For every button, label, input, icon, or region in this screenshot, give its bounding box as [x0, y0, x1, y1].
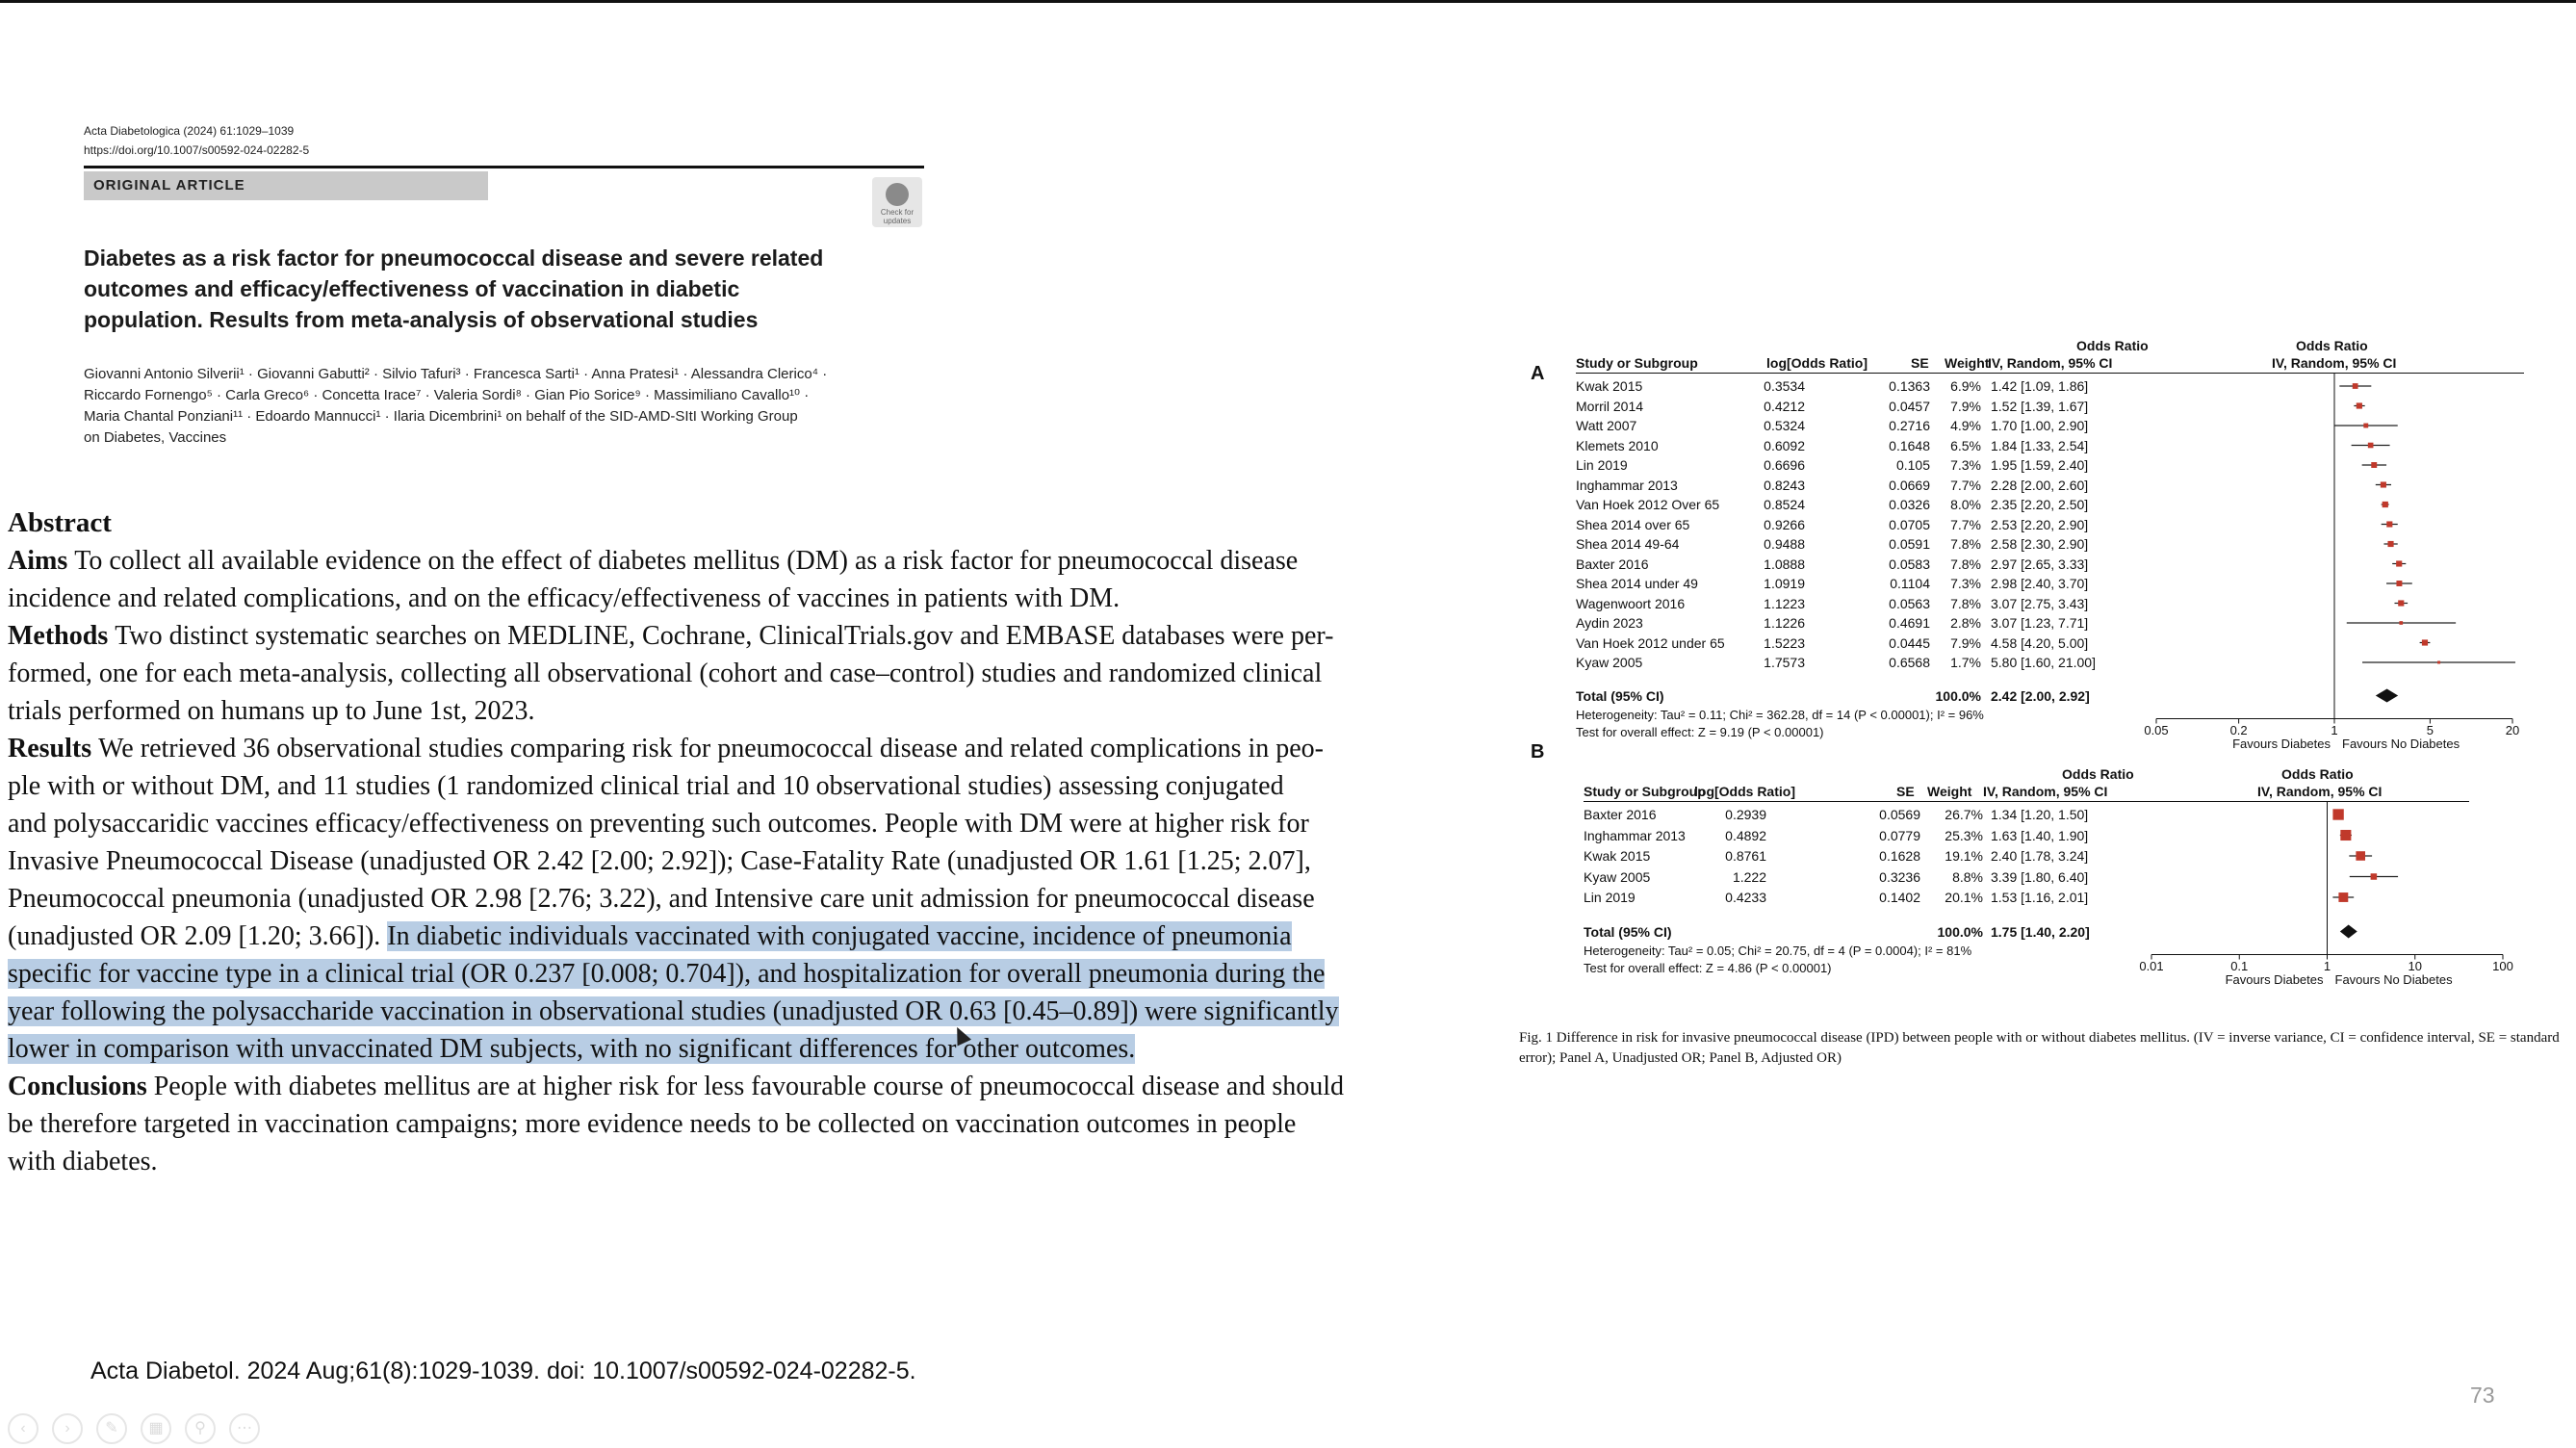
odds-ratio-ci: 1.42 [1.09, 1.86] [1991, 378, 2089, 394]
log-odds-ratio: 1.7573 [1764, 655, 1805, 670]
standard-error: 0.105 [1895, 457, 1930, 473]
log-odds-ratio: 1.222 [1732, 868, 1766, 885]
check-updates-icon [886, 183, 909, 206]
weight-value: 20.1% [1945, 890, 1983, 905]
more-icon[interactable]: ⋯ [229, 1413, 260, 1444]
odds-ratio-ci: 3.07 [2.75, 3.43] [1991, 595, 2089, 611]
pooled-diamond [2340, 925, 2357, 939]
abstract-line: ple with or without DM, and 11 studies (1 randomized clinical trial and 10 observational studies) assessing conjugated [8, 771, 1284, 801]
header-or-top: Odds Ratio [2076, 338, 2149, 353]
point-estimate [2437, 661, 2440, 664]
study-name: Kyaw 2005 [1584, 868, 1651, 885]
odds-ratio-ci: 4.58 [4.20, 5.00] [1991, 634, 2089, 651]
header-study: Study or Subgroup [1576, 355, 1698, 371]
abstract-line: Pneumococcal pneumonia (unadjusted OR 2.98 [2.76; 3.22), and Intensive care unit admission for pneumococcal disease [8, 884, 1315, 914]
study-name: Morril 2014 [1576, 398, 1644, 414]
journal-info [84, 121, 309, 160]
standard-error: 0.0569 [1879, 807, 1920, 822]
log-odds-ratio: 1.5223 [1764, 634, 1805, 651]
study-name: Kwak 2015 [1576, 378, 1643, 394]
selected-text[interactable]: In diabetic individuals vaccinated with conjugated vaccine, incidence of pneumonia [387, 921, 1292, 951]
log-odds-ratio: 0.8761 [1725, 848, 1766, 864]
point-estimate [2398, 600, 2404, 606]
point-estimate [2338, 892, 2348, 902]
panel-label: A [1531, 363, 1545, 384]
standard-error: 0.1402 [1879, 890, 1920, 905]
title-line: population. Results from meta-analysis of observational studies [84, 307, 759, 332]
forest-plot-panel-a [1531, 332, 2537, 756]
study-name: Inghammar 2013 [1584, 827, 1686, 843]
conclusions-label: Conclusions [8, 1072, 147, 1101]
abstract-line: Invasive Pneumococcal Disease (unadjusted OR 2.42 [2.00; 2.92]); Case-Fatality Rate (unadjusted OR 1.61 [1.25; 2.07], [8, 846, 1311, 876]
log-odds-ratio: 0.4892 [1725, 827, 1766, 843]
header-weight: Weight [1927, 784, 1972, 799]
header-rule [84, 166, 924, 168]
weight-value: 19.1% [1945, 848, 1983, 864]
abstract-line [8, 730, 1490, 767]
standard-error: 0.0583 [1889, 556, 1930, 572]
log-odds-ratio: 0.6092 [1764, 437, 1805, 453]
title-line: Diabetes as a risk factor for pneumococcal disease and severe related [84, 246, 824, 271]
author-line: Maria Chantal Ponziani¹¹ · Edoardo Mannucci¹ · Ilaria Dicembrini¹ on behalf of the SID-AMD-SItI Working Group [84, 408, 798, 425]
study-name: Shea 2014 over 65 [1576, 516, 1690, 532]
total-ci: 1.75 [1.40, 2.20] [1991, 923, 2090, 940]
conclusions-text: People with diabetes mellitus are at higher risk for less favourable course of pneumococcal disease and should [153, 1072, 1344, 1101]
log-odds-ratio: 0.8524 [1764, 497, 1805, 512]
article-title [84, 243, 912, 335]
study-name: Kwak 2015 [1584, 848, 1651, 864]
favours-right-label: Favours No Diabetes [2334, 971, 2453, 987]
slide-number: 73 [2470, 1383, 2495, 1408]
point-estimate [2363, 424, 2368, 428]
study-name: Klemets 2010 [1576, 437, 1659, 453]
abstract-heading: Abstract [8, 507, 112, 538]
standard-error: 0.4691 [1889, 615, 1930, 631]
abstract [8, 504, 1490, 1180]
log-odds-ratio: 1.0919 [1764, 576, 1805, 591]
study-name: Shea 2014 under 49 [1576, 576, 1698, 591]
log-odds-ratio: 0.4233 [1725, 890, 1766, 905]
weight-value: 26.7% [1945, 807, 1983, 822]
study-name: Lin 2019 [1576, 457, 1628, 473]
next-icon[interactable]: › [52, 1413, 83, 1444]
forest-plot-panel-b [1531, 741, 2537, 1001]
x-tick-label: 10 [2408, 958, 2422, 973]
total-ci: 2.42 [2.00, 2.92] [1991, 687, 2090, 704]
x-tick-label: 0.1 [2230, 958, 2249, 973]
study-name: Van Hoek 2012 under 65 [1576, 634, 1725, 651]
point-estimate [2396, 581, 2402, 586]
weight-value: 1.7% [1950, 655, 1981, 670]
point-estimate [2368, 443, 2374, 449]
aims-text: To collect all available evidence on the effect of diabetes mellitus (DM) as a risk factor for pneumococcal disease [74, 546, 1299, 576]
point-estimate [2396, 560, 2402, 566]
standard-error: 0.0563 [1889, 595, 1930, 611]
odds-ratio-ci: 2.97 [2.65, 3.33] [1991, 556, 2089, 572]
header-se: SE [1911, 355, 1929, 371]
x-tick-label: 0.2 [2229, 722, 2248, 737]
point-estimate [2332, 809, 2343, 819]
point-estimate [2340, 830, 2351, 840]
weight-value: 6.5% [1950, 437, 1981, 453]
standard-error: 0.0705 [1889, 516, 1930, 532]
log-odds-ratio: 0.4212 [1764, 398, 1805, 414]
standard-error: 0.6568 [1889, 655, 1930, 670]
abstract-line: be therefore targeted in vaccination campaigns; more evidence needs to be collected on vaccination outcomes in people [8, 1109, 1297, 1139]
header-or-top: Odds Ratio [2062, 766, 2134, 782]
log-odds-ratio: 1.1223 [1764, 595, 1805, 611]
check-updates-label: Check for updates [880, 208, 914, 225]
x-tick-label: 5 [2426, 722, 2434, 737]
favours-left-label: Favours Diabetes [2225, 971, 2324, 987]
figure-caption: Fig. 1 Difference in risk for invasive pneumococcal disease (IPD) between people with or without diabetes mellitus. (IV = inverse variance, CI = confidence interval, SE = standard error); Panel A, Unadjusted OR; Panel B, Adjusted OR) [1519, 1030, 2560, 1066]
header-or-ci: IV, Random, 95% CI [1988, 355, 2113, 371]
abstract-line [8, 542, 1490, 580]
odds-ratio-ci: 1.53 [1.16, 2.01] [1991, 890, 2089, 905]
selected-text[interactable]: lower in comparison with unvaccinated DM subjects, with no significant differences for other outcomes. [8, 1034, 1136, 1064]
header-plot-top: Odds Ratio [2296, 338, 2368, 353]
x-tick-label: 0.01 [2139, 958, 2164, 973]
standard-error: 0.0445 [1889, 634, 1930, 651]
log-odds-ratio: 0.3534 [1764, 378, 1805, 394]
author-list [84, 364, 931, 449]
weight-value: 6.9% [1950, 378, 1981, 394]
aims-label: Aims [8, 546, 68, 576]
standard-error: 0.0591 [1889, 536, 1930, 552]
author-line: Giovanni Antonio Silverii¹ · Giovanni Gabutti² · Silvio Tafuri³ · Francesca Sarti¹ · Anna Pratesi¹ · Alessandra Clerico⁴ · [84, 366, 828, 382]
author-line: Riccardo Fornengo⁵ · Carla Greco⁶ · Concetta Irace⁷ · Valeria Sordi⁸ · Gian Pio Sorice⁹ · Massimiliano Cavallo¹⁰ · [84, 387, 810, 403]
standard-error: 0.1628 [1879, 848, 1920, 864]
standard-error: 0.0457 [1889, 398, 1930, 414]
point-estimate [2357, 402, 2362, 408]
odds-ratio-ci: 1.34 [1.20, 1.50] [1991, 807, 2089, 822]
article-type-tag: ORIGINAL ARTICLE [84, 171, 488, 200]
odds-ratio-ci: 3.39 [1.80, 6.40] [1991, 868, 2089, 885]
weight-value: 7.9% [1950, 398, 1981, 414]
study-name: Shea 2014 49-64 [1576, 536, 1680, 552]
point-estimate [2371, 462, 2377, 468]
standard-error: 0.1648 [1889, 437, 1930, 453]
pooled-diamond [2376, 689, 2398, 703]
total-weight: 100.0% [1935, 687, 1981, 704]
header-se: SE [1896, 784, 1915, 799]
selected-text[interactable]: year following the polysaccharide vaccination in observational studies (unadjusted OR 0.63 [0.45–0.89]) were significantly [8, 996, 1339, 1026]
log-odds-ratio: 0.6696 [1764, 457, 1805, 473]
weight-value: 8.8% [1952, 868, 1983, 885]
abstract-line [8, 993, 1490, 1030]
pen-icon[interactable]: ✎ [96, 1413, 127, 1444]
methods-label: Methods [8, 621, 109, 651]
odds-ratio-ci: 2.58 [2.30, 2.90] [1991, 536, 2089, 552]
panel-label: B [1531, 741, 1545, 763]
weight-value: 7.7% [1950, 516, 1981, 532]
total-weight: 100.0% [1937, 923, 1983, 940]
point-estimate [2371, 873, 2378, 880]
study-name: Baxter 2016 [1576, 556, 1649, 572]
abstract-line [8, 955, 1490, 993]
forest-plot-svg [1531, 741, 2537, 1014]
weight-value: 25.3% [1945, 827, 1983, 843]
abstract-line: with diabetes. [8, 1147, 158, 1176]
header-weight: Weight [1945, 355, 1990, 371]
overall-effect-test: Test for overall effect: Z = 9.19 (P < 0.00001) [1576, 724, 1824, 739]
standard-error: 0.3236 [1879, 868, 1920, 885]
journal-citation: Acta Diabetologica (2024) 61:1029–1039 [84, 124, 295, 138]
point-estimate [2386, 521, 2392, 527]
point-estimate [2399, 621, 2403, 625]
header-plot-top: Odds Ratio [2281, 766, 2354, 782]
check-for-updates-badge [872, 177, 922, 227]
header-log-or: log[Odds Ratio] [1694, 784, 1795, 799]
presentation-toolbar [8, 1413, 260, 1444]
x-tick-label: 20 [2505, 722, 2520, 737]
odds-ratio-ci: 2.40 [1.78, 3.24] [1991, 848, 2089, 864]
study-name: Van Hoek 2012 Over 65 [1576, 497, 1720, 512]
slides-icon[interactable]: ▦ [141, 1413, 171, 1444]
weight-value: 7.8% [1950, 556, 1981, 572]
weight-value: 8.0% [1950, 497, 1981, 512]
odds-ratio-ci: 2.35 [2.20, 2.50] [1991, 497, 2089, 512]
methods-text: Two distinct systematic searches on MEDLINE, Cochrane, ClinicalTrials.gov and EMBASE databases were per- [115, 621, 1334, 651]
slide-top-border [0, 0, 2576, 3]
standard-error: 0.0779 [1879, 827, 1920, 843]
point-estimate [2383, 502, 2388, 507]
odds-ratio-ci: 5.80 [1.60, 21.00] [1991, 655, 2096, 670]
weight-value: 7.7% [1950, 477, 1981, 493]
standard-error: 0.0326 [1889, 497, 1930, 512]
weight-value: 2.8% [1950, 615, 1981, 631]
standard-error: 0.1363 [1889, 378, 1930, 394]
study-name: Lin 2019 [1584, 890, 1636, 905]
weight-value: 7.8% [1950, 595, 1981, 611]
forest-plot-svg [1531, 332, 2537, 776]
study-name: Kyaw 2005 [1576, 655, 1643, 670]
odds-ratio-ci: 1.52 [1.39, 1.67] [1991, 398, 2089, 414]
log-odds-ratio: 0.9488 [1764, 536, 1805, 552]
odds-ratio-ci: 1.84 [1.33, 2.54] [1991, 437, 2089, 453]
odds-ratio-ci: 2.28 [2.00, 2.60] [1991, 477, 2089, 493]
header-or-ci: IV, Random, 95% CI [1983, 784, 2108, 799]
heterogeneity-stat: Heterogeneity: Tau² = 0.05; Chi² = 20.75, df = 4 (P = 0.0004); I² = 81% [1584, 943, 1972, 958]
abstract-line: formed, one for each meta-analysis, collecting all observational (cohort and case–control) studies and randomized clinical [8, 659, 1323, 688]
study-name: Inghammar 2013 [1576, 477, 1678, 493]
log-odds-ratio: 1.1226 [1764, 615, 1805, 631]
total-label: Total (95% CI) [1576, 687, 1664, 704]
standard-error: 0.0669 [1889, 477, 1930, 493]
favours-right-label: Favours No Diabetes [2342, 736, 2460, 751]
abstract-line: incidence and related complications, and on the efficacy/effectiveness of vaccines in patients with DM. [8, 583, 1121, 613]
header-study: Study or Subgroup [1584, 784, 1706, 799]
weight-value: 7.3% [1950, 457, 1981, 473]
point-estimate [2422, 639, 2428, 645]
log-odds-ratio: 0.8243 [1764, 477, 1805, 493]
overall-effect-test: Test for overall effect: Z = 4.86 (P < 0.00001) [1584, 960, 1832, 975]
header-plot-ci: IV, Random, 95% CI [2272, 355, 2397, 371]
slide-citation: Acta Diabetol. 2024 Aug;61(8):1029-1039. doi: 10.1007/s00592-024-02282-5. [90, 1358, 916, 1384]
odds-ratio-ci: 3.07 [1.23, 7.71] [1991, 615, 2089, 631]
results-text: We retrieved 36 observational studies comparing risk for pneumococcal disease and related complications in peo- [98, 734, 1324, 763]
odds-ratio-ci: 1.70 [1.00, 2.90] [1991, 418, 2089, 433]
study-name: Wagenwoort 2016 [1576, 595, 1686, 611]
header-plot-ci: IV, Random, 95% CI [2257, 784, 2383, 799]
results-text: (unadjusted OR 2.09 [1.20; 3.66]). [8, 921, 388, 951]
odds-ratio-ci: 1.95 [1.59, 2.40] [1991, 457, 2089, 473]
prev-icon[interactable]: ‹ [8, 1413, 39, 1444]
log-odds-ratio: 1.0888 [1764, 556, 1805, 572]
standard-error: 0.2716 [1889, 418, 1930, 433]
log-odds-ratio: 0.9266 [1764, 516, 1805, 532]
x-tick-label: 0.05 [2144, 722, 2169, 737]
favours-left-label: Favours Diabetes [2232, 736, 2331, 751]
point-estimate [2387, 541, 2393, 547]
abstract-line [8, 617, 1490, 655]
author-line: on Diabetes, Vaccines [84, 429, 227, 446]
weight-value: 7.3% [1950, 576, 1981, 591]
weight-value: 7.8% [1950, 536, 1981, 552]
header-log-or: log[Odds Ratio] [1766, 355, 1868, 371]
abstract-line [8, 1030, 1490, 1068]
point-estimate [2381, 481, 2386, 487]
odds-ratio-ci: 1.63 [1.40, 1.90] [1991, 827, 2089, 843]
x-tick-label: 1 [2331, 722, 2338, 737]
zoom-icon[interactable]: ⚲ [185, 1413, 216, 1444]
journal-doi: https://doi.org/10.1007/s00592-024-02282-5 [84, 143, 310, 157]
abstract-line [8, 1068, 1490, 1105]
selected-text[interactable]: specific for vaccine type in a clinical trial (OR 0.237 [0.008; 0.704]), and hospitalization for overall pneumonia during the [8, 959, 1326, 989]
x-tick-label: 1 [2323, 958, 2331, 973]
log-odds-ratio: 0.5324 [1764, 418, 1805, 433]
abstract-line: and polysaccaridic vaccines efficacy/effectiveness on preventing such outcomes. People with DM were at higher risk for [8, 809, 1309, 839]
point-estimate [2353, 383, 2358, 389]
standard-error: 0.1104 [1890, 576, 1930, 591]
abstract-line: trials performed on humans up to June 1st, 2023. [8, 696, 535, 726]
title-line: outcomes and efficacy/effectiveness of vaccination in diabetic [84, 276, 740, 301]
heterogeneity-stat: Heterogeneity: Tau² = 0.11; Chi² = 362.28, df = 14 (P < 0.00001); I² = 96% [1576, 707, 1984, 722]
weight-value: 4.9% [1950, 418, 1981, 433]
study-name: Baxter 2016 [1584, 807, 1657, 822]
results-label: Results [8, 734, 92, 763]
odds-ratio-ci: 2.98 [2.40, 3.70] [1991, 576, 2089, 591]
odds-ratio-ci: 2.53 [2.20, 2.90] [1991, 516, 2089, 532]
study-name: Aydin 2023 [1576, 615, 1643, 631]
total-label: Total (95% CI) [1584, 923, 1672, 940]
study-name: Watt 2007 [1576, 418, 1637, 433]
abstract-line [8, 918, 1490, 955]
x-tick-label: 100 [2492, 958, 2513, 973]
weight-value: 7.9% [1950, 634, 1981, 651]
log-odds-ratio: 0.2939 [1725, 807, 1766, 822]
point-estimate [2356, 851, 2365, 861]
